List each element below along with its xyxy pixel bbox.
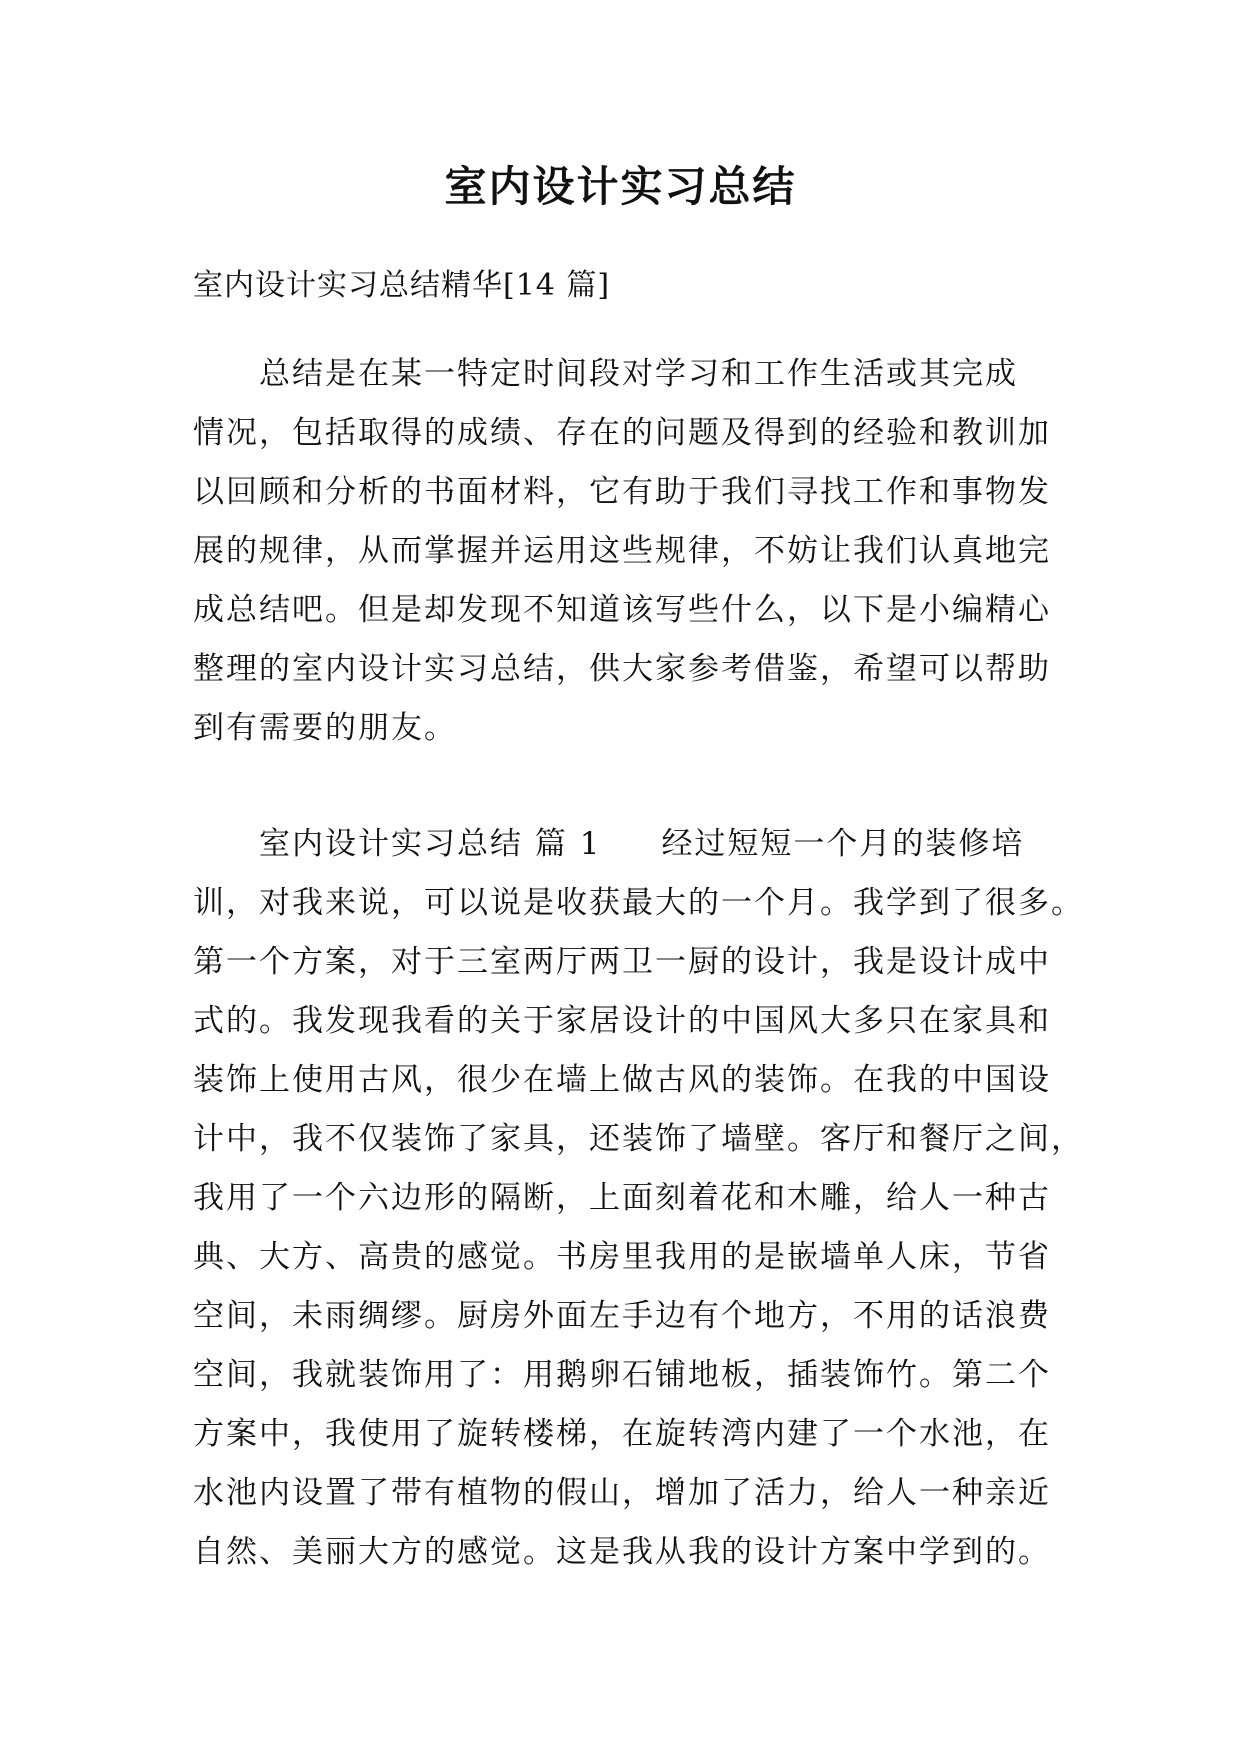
paragraph-line: 以回顾和分析的书面材料，它有助于我们寻找工作和事物发 (193, 474, 1051, 510)
paragraph-line: 我用了一个六边形的隔断，上面刻着花和木雕，给人一种古 (193, 1180, 1051, 1216)
section-1-heading: 室内设计实习总结 篇 1 (259, 826, 602, 862)
section-1-first-line (193, 815, 1053, 874)
section-1-paragraph (193, 815, 1084, 1582)
section-1-first-text: 经过短短一个月的装修培 (661, 826, 1025, 862)
paragraph-line: 计中，我不仅装饰了家具，还装饰了墙壁。客厅和餐厅之间， (193, 1121, 1084, 1157)
paragraph-line: 展的规律，从而掌握并运用这些规律，不妨让我们认真地完 (193, 533, 1051, 569)
paragraph-line: 整理的室内设计实习总结，供大家参考借鉴，希望可以帮助 (193, 651, 1051, 687)
paragraph-line: 空间，未雨绸缪。厨房外面左手边有个地方，不用的话浪费 (193, 1298, 1051, 1334)
paragraph-line: 成总结吧。但是却发现不知道该写些什么，以下是小编精心 (193, 592, 1051, 628)
paragraph-line: 情况，包括取得的成绩、存在的问题及得到的经验和教训加 (193, 415, 1051, 451)
paragraph-line: 方案中，我使用了旋转楼梯，在旋转湾内建了一个水池，在 (193, 1416, 1051, 1452)
paragraph-line: 式的。我发现我看的关于家居设计的中国风大多只在家具和 (193, 1003, 1051, 1039)
intro-paragraph (193, 345, 1053, 758)
paragraph-line: 训，对我来说，可以说是收获最大的一个月。我学到了很多。 (193, 885, 1084, 921)
paragraph-line: 典、大方、高贵的感觉。书房里我用的是嵌墙单人床，节省 (193, 1239, 1051, 1275)
document-subtitle: 室内设计实习总结精华[14 篇] (193, 268, 611, 303)
paragraph-line: 总结是在某一特定时间段对学习和工作生活或其完成 (259, 356, 1018, 392)
paragraph-line: 水池内设置了带有植物的假山，增加了活力，给人一种亲近 (193, 1475, 1051, 1511)
paragraph-line: 空间，我就装饰用了：用鹅卵石铺地板，插装饰竹。第二个 (193, 1357, 1051, 1393)
document-title: 室内设计实习总结 (444, 162, 797, 211)
paragraph-line: 装饰上使用古风，很少在墙上做古风的装饰。在我的中国设 (193, 1062, 1051, 1098)
paragraph-line: 第一个方案，对于三室两厅两卫一厨的设计，我是设计成中 (193, 944, 1051, 980)
paragraph-line: 自然、美丽大方的感觉。这是我从我的设计方案中学到的。 (193, 1534, 1051, 1570)
paragraph-line: 到有需要的朋友。 (193, 710, 457, 746)
